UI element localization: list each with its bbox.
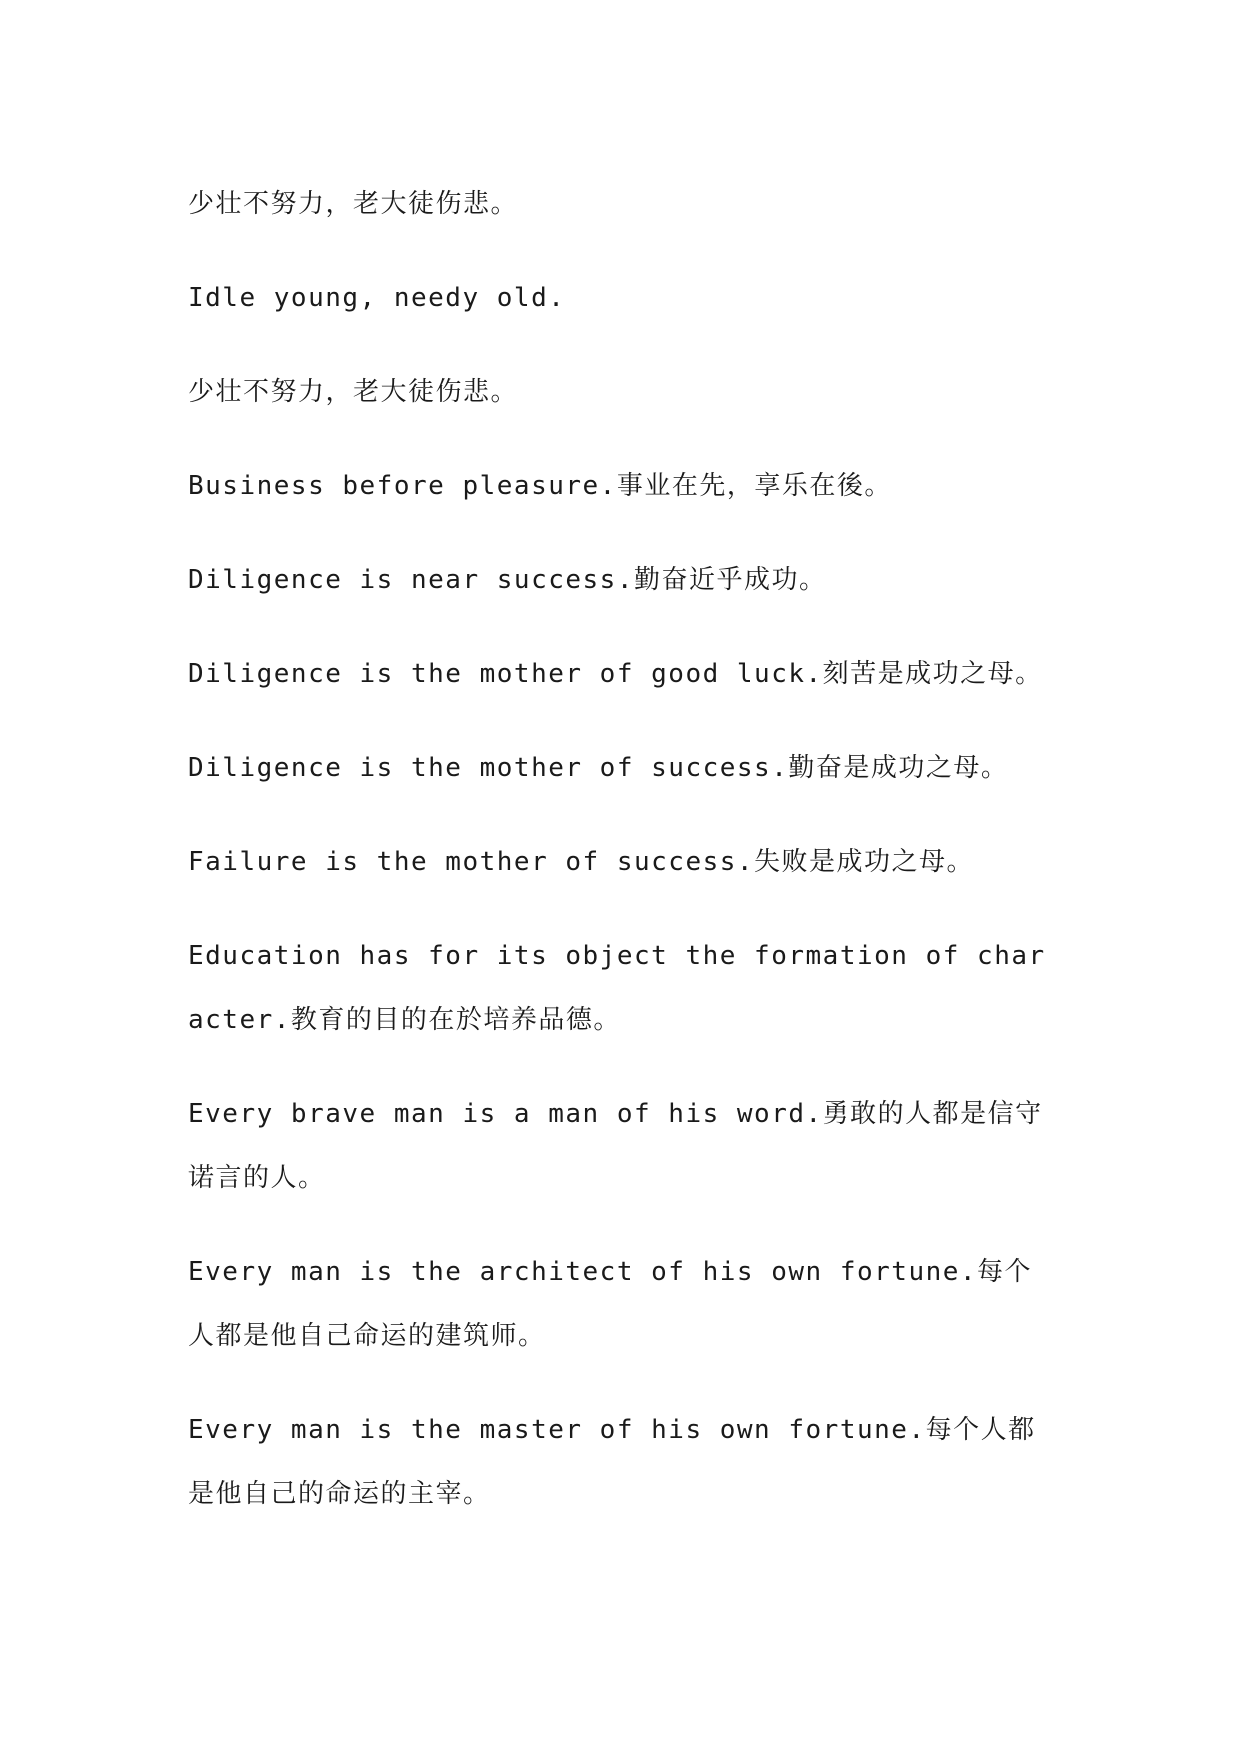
document-body — [188, 172, 1058, 1556]
paragraph: 少壮不努力，老大徒伤悲。 — [188, 189, 519, 219]
paragraph: Diligence is the mother of good luck.刻苦是成功之母。 — [188, 659, 1043, 689]
paragraph: Every brave man is a man of his word.勇敢的人都是信守诺言的人。 — [188, 1099, 1043, 1193]
paragraph: Every man is the master of his own fortune.每个人都是他自己的命运的主宰。 — [188, 1415, 1036, 1509]
paragraph: Every man is the architect of his own fortune.每个人都是他自己命运的建筑师。 — [188, 1257, 1033, 1351]
paragraph: Business before pleasure.事业在先，享乐在後。 — [188, 471, 892, 501]
paragraph: Diligence is near success.勤奋近乎成功。 — [188, 565, 827, 595]
paragraph: Failure is the mother of success.失败是成功之母。 — [188, 847, 975, 877]
paragraph: Diligence is the mother of success.勤奋是成功之母。 — [188, 753, 1009, 783]
paragraph: 少壮不努力，老大徒伤悲。 — [188, 377, 519, 407]
paragraph: Education has for its object the formation of character.教育的目的在於培养品德。 — [188, 941, 1046, 1035]
paragraph: Idle young, needy old. — [188, 283, 566, 313]
